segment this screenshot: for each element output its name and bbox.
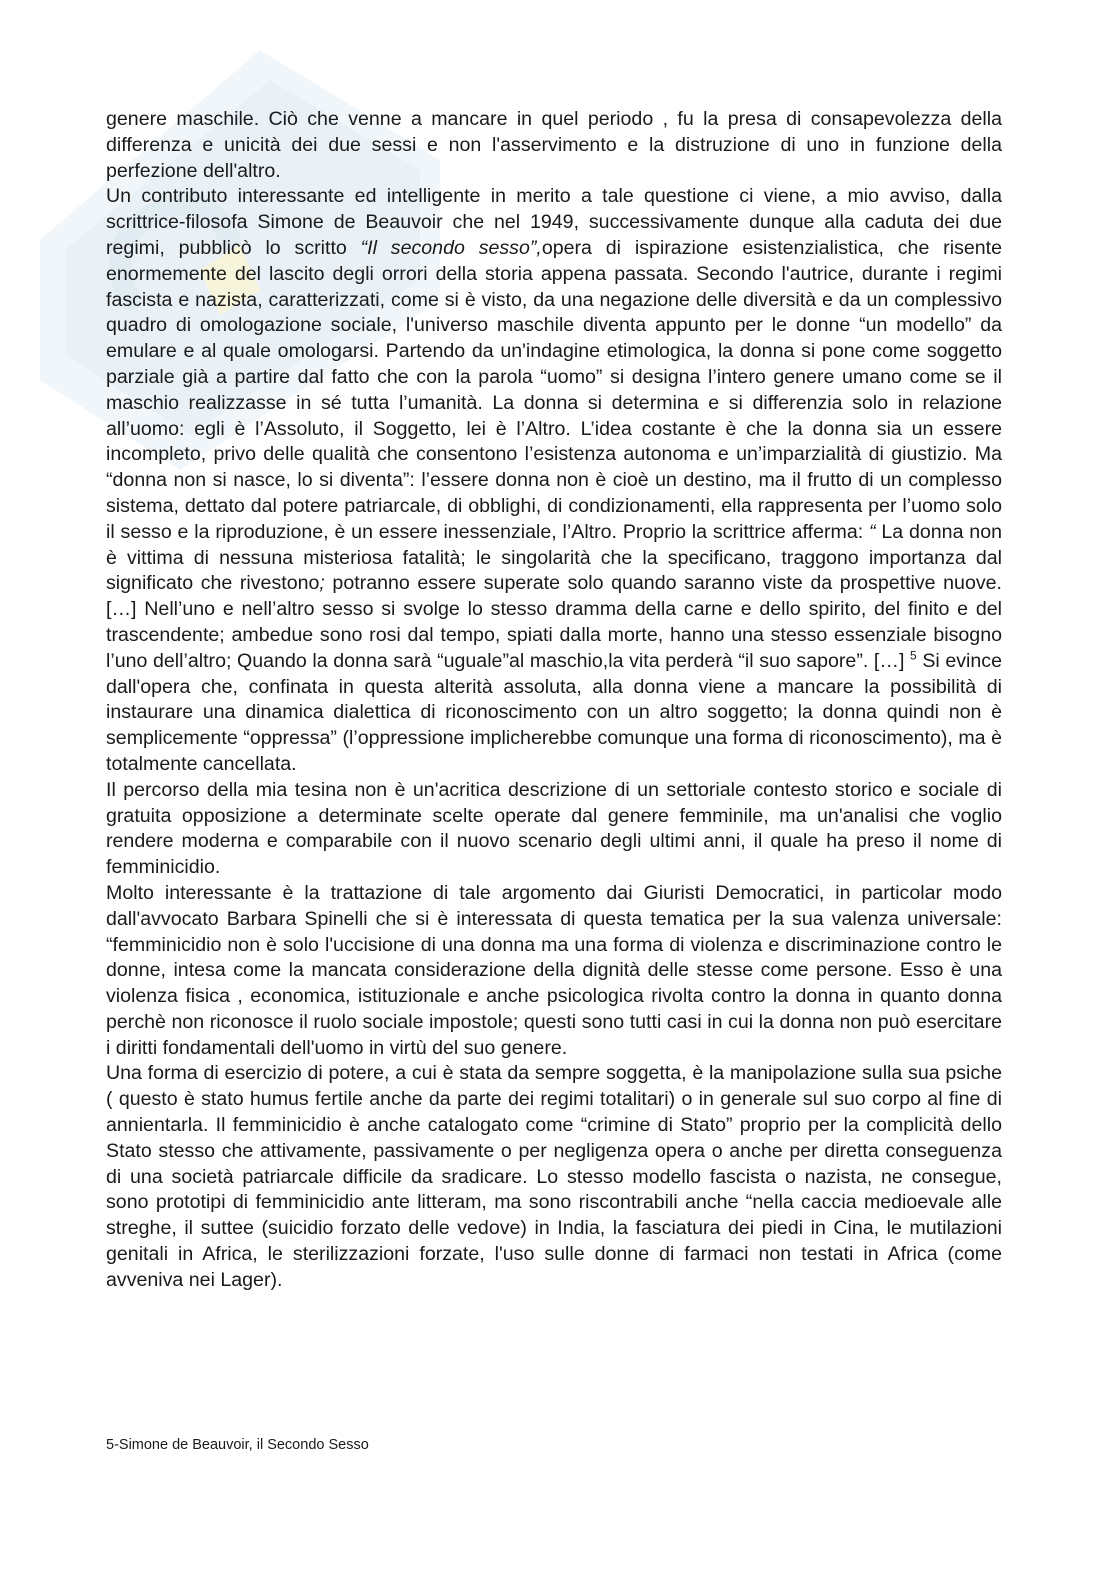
italic-text: “ [869,520,876,543]
text-run: Una forma di esercizio di potere, a cui è stata da sempre soggetta, è la manipolazione sulla sua psiche ( questo è stato humus fertile anche da parte dei regimi totalitari) o in generale sul suo corpo al fine di annientarla. Il femminicidio è anche catalogato come “crimine di Stato” proprio per la complicità dello Stato stesso che attivamente, passivamente o per negligenza opera o anche per diretta conseguenza di una società patriarcale difficile da sradicare. Lo stesso modello fascista o nazista, ne consegue, sono prototipi di femminicidio ante litteram, ma sono riscontrabili anche “nella caccia medioevale alle streghe, il suttee (suicidio forzato delle vedove) in India, la fasciatura dei piedi in Cina, le mutilazioni genitali in Africa, le sterilizzazioni forzate, l'uso sulle donne di farmaci non testati in Africa (come avveniva nei Lager). [106,1062,1002,1291]
paragraph [106,184,1002,777]
paragraph [106,107,1002,184]
paragraph [106,881,1002,1062]
document-body [106,107,1002,1294]
text-run: opera di ispirazione esistenzialistica, che risente enormemente del lascito degli orrori della storia appena passata. Secondo l'autrice, durante i regimi fascista e nazista, caratterizzati, come si è visto, da una negazione delle diversità e da un complessivo quadro di omologazione sociale, l'universo maschile diventa appunto per le donne “un modello” da emulare e al quale omologarsi. Partendo da un'indagine etimologica, la donna si pone come soggetto parziale già a partire dal fatto che con la parola “uomo” si designa l’intero genere umano come se il maschio realizzasse in sé tutta l’umanità. La donna si determina e si differenzia solo in relazione all’uomo: egli è l’Assoluto, il Soggetto, lei è l’Altro. L’idea costante è che la donna sia un essere incompleto, privo delle qualità che consentono l’esistenza autonoma e un’imparzialità di giustizio. Ma “donna non si nasce, lo si diventa”: l’essere donna non è cioè un destino, ma il frutto di un complesso sistema, dettato dal potere patriarcale, di obblighi, di condizionamenti, ella rappresenta per l’uomo solo il sesso e la riproduzione, è un essere inessenziale, l’Altro. Proprio la scrittrice afferma: [106,236,1002,543]
italic-text: “Il secondo sesso”, [360,236,542,259]
footnote: 5-Simone de Beauvoir, il Secondo Sesso [106,1437,369,1453]
text-run: Molto interessante è la trattazione di tale argomento dai Giuristi Democratici, in particolar modo dall'avvocato Barbara Spinelli che si è interessata di questa tematica per la sua valenza universale: “femminicidio non è solo l'uccisione di una donna ma una forma di violenza e discriminazione contro le donne, intesa come la mancata considerazione della dignità delle stesse come persone. Esso è una violenza fisica , economica, istituzionale e anche psicologica rivolta contro la donna in quanto donna perchè non riconosce il ruolo sociale impostole; questi sono tutti casi in cui la donna non può esercitare i diritti fondamentali dell'uomo in virtù del suo genere. [106,881,1002,1059]
paragraph [106,778,1002,881]
text-run: potranno essere superate solo quando saranno viste da prospettive nuove. […] Nell’uno e nell’altro sesso si svolge lo stesso dramma della carne e dello spirito, del finito e del trascendente; ambedue sono rosi dal tempo, spiati dalla morte, hanno una stesso essenziale bisogno l’uno dell’altro; Quando la donna sarà “uguale”al maschio,la vita perderà “il suo sapore”. […] [106,572,1002,672]
italic-text: ; [319,572,325,595]
text-run: genere maschile. Ciò che venne a mancare in quel periodo , fu la presa di consapevolezza della differenza e unicità dei due sessi e non l'asservimento e la distruzione di uno in funzione della perfezione dell'altro. [106,108,1002,182]
text-run: La donna non è vittima di nessuna misteriosa fatalità; le singolarità che la specificano, traggono importanza dal significato che rivestono [106,520,1002,595]
text-run: Il percorso della mia tesina non è un'acritica descrizione di un settoriale contesto storico e sociale di gratuita opposizione a determinate scelte operate dal genere femminile, ma un'analisi che voglio rendere moderna e comparabile con il nuovo scenario degli ultimi anni, il quale ha preso il nome di femminicidio. [106,778,1002,879]
text-run: Un contributo interessante ed intelligente in merito a tale questione ci viene, a mio avviso, dalla scrittrice-filosofa Simone de Beauvoir che nel 1949, successivamente dunque alla caduta dei due regimi, pubblicò lo scritto [106,185,1002,259]
paragraph [106,1061,1002,1293]
footnote-ref: 5 [910,648,917,663]
text-run: Si evince dall'opera che, confinata in questa alterità assoluta, alla donna viene a mancare la possibilità di instaurare una dinamica dialettica di riconoscimento con un altro soggetto; la donna quindi non è semplicemente “oppressa” (l’oppressione implicherebbe comunque una forma di riconoscimento), ma è totalmente cancellata. [106,649,1002,775]
